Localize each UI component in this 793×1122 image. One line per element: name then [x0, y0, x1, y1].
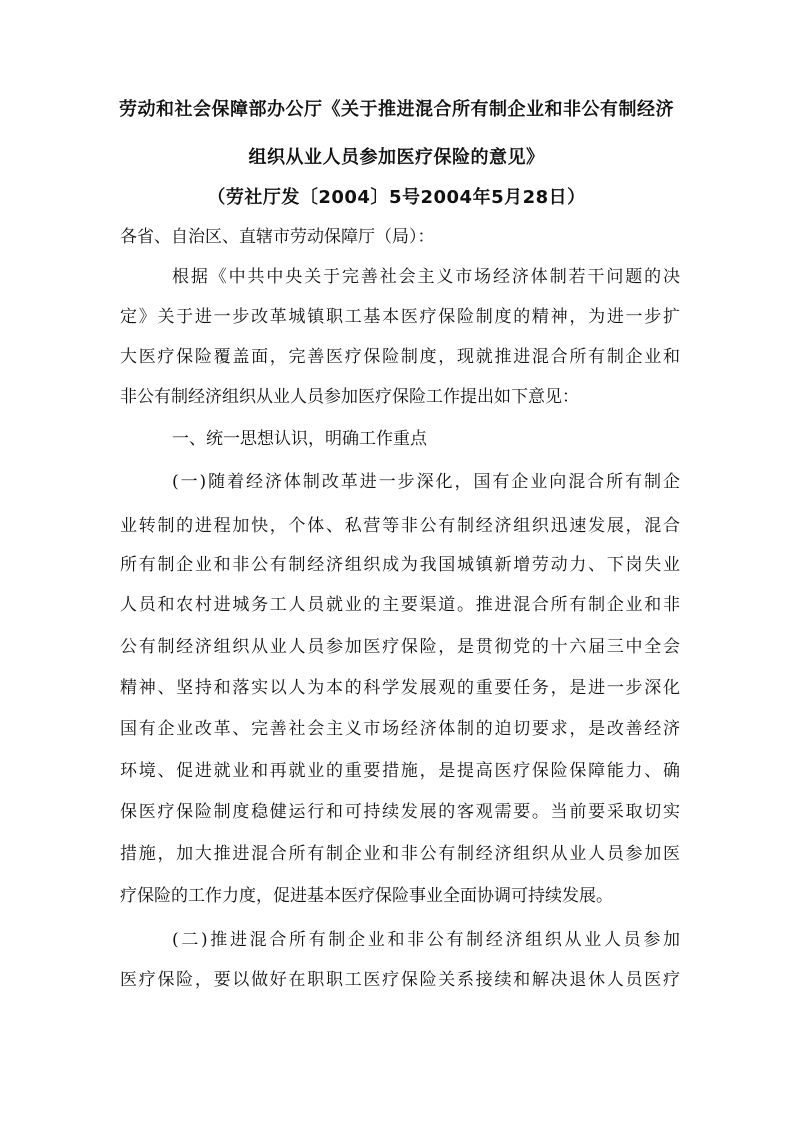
body-line: 定》关于进一步改革城镇职工基本医疗保险制度的精神，为进一步扩 — [120, 307, 680, 327]
document-title-line-1: 劳动和社会保障部办公厅《关于推进混合所有制企业和非公有制经济 — [119, 99, 674, 120]
body-line: 公有制经济组织从业人员参加医疗保险，是贯彻党的十六届三中全会 — [120, 637, 680, 657]
document-number: （劳社厅发〔2004〕5号2004年5月28日） — [207, 187, 586, 208]
body-line: 环境、促进就业和再就业的重要措施，是提高医疗保险保障能力、确 — [120, 761, 680, 781]
body-line: 所有制企业和非公有制经济组织成为我国城镇新增劳动力、下岗失业 — [120, 555, 680, 575]
body-line: 医疗保险，要以做好在职职工医疗保险关系接续和解决退休人员医疗 — [120, 970, 680, 990]
body-line: 精神、坚持和落实以人为本的科学发展观的重要任务，是进一步深化 — [120, 678, 680, 698]
body-line: 业转制的进程加快，个体、私营等非公有制经济组织迅速发展，混合 — [120, 516, 680, 536]
body-line: 人员和农村进城务工人员就业的主要渠道。推进混合所有制企业和非 — [120, 595, 680, 615]
section-heading: 一、统一思想认识，明确工作重点 — [172, 429, 427, 449]
body-line: (一)随着经济体制改革进一步深化，国有企业向混合所有制企 — [172, 472, 680, 492]
body-line: 国有企业改革、完善社会主义市场经济体制的迫切要求，是改善经济 — [120, 719, 680, 739]
body-line: 根据《中共中央关于完善社会主义市场经济体制若干问题的决 — [172, 267, 680, 287]
addressee: 各省、自治区、直辖市劳动保障厅（局）： — [120, 227, 435, 247]
body-line: 非公有制经济组织从业人员参加医疗保险工作提出如下意见： — [120, 387, 579, 407]
body-line: 措施，加大推进混合所有制企业和非公有制经济组织从业人员参加医 — [120, 844, 680, 864]
body-line: 保医疗保险制度稳健运行和可持续发展的客观需要。当前要采取切实 — [120, 802, 680, 822]
document-title-line-2: 组织从业人员参加医疗保险的意见》 — [248, 147, 545, 168]
body-line: 疗保险的工作力度，促进基本医疗保险事业全面协调可持续发展。 — [120, 886, 613, 906]
body-line: 大医疗保险覆盖面，完善医疗保险制度，现就推进混合所有制企业和 — [120, 347, 680, 367]
body-line: (二)推进混合所有制企业和非公有制经济组织从业人员参加 — [172, 930, 680, 950]
